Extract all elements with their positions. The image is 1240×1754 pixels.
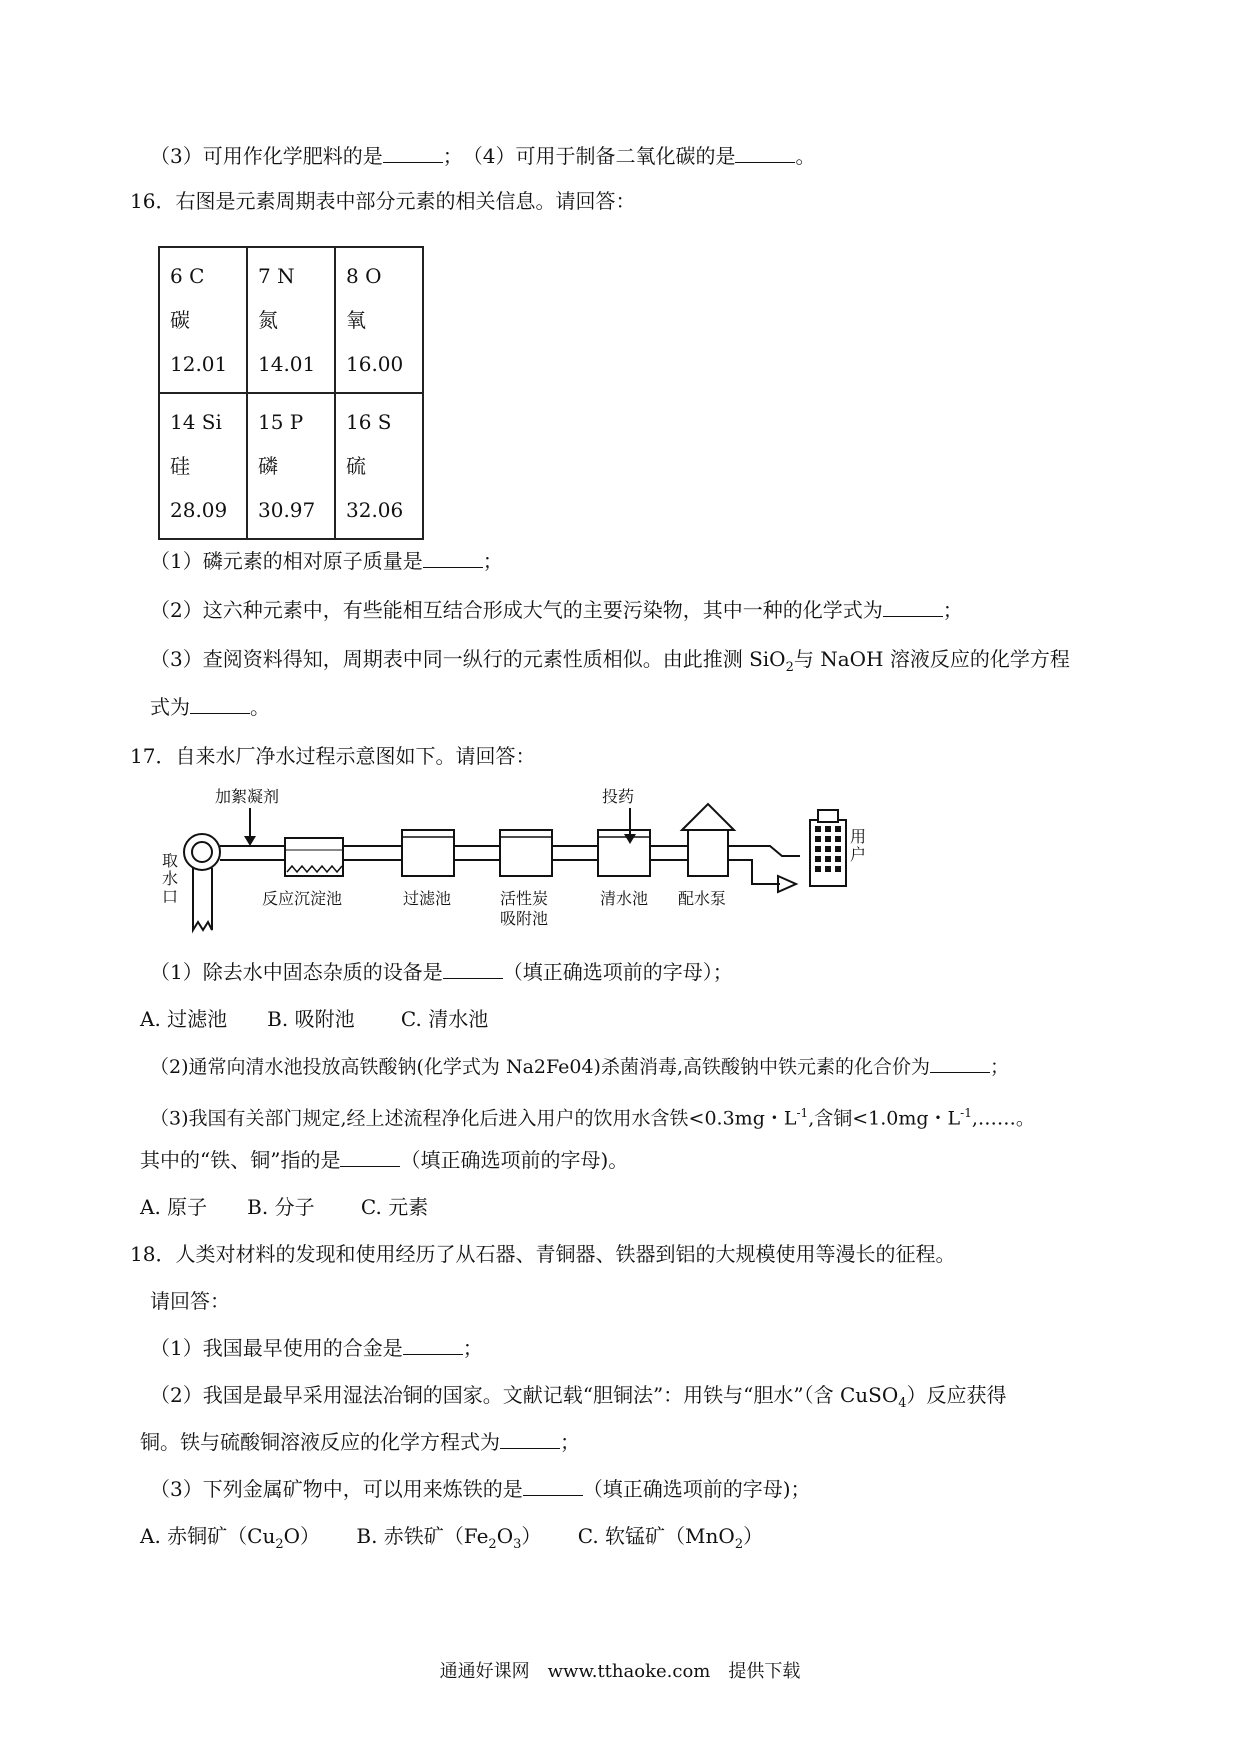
tank1-label: 反应沉淀池: [262, 889, 343, 908]
q15-part4: （4）可用于制备二氧化碳的是: [472, 144, 736, 168]
q18-intro2: 请回答：: [150, 1289, 230, 1313]
tank3-label-b: 吸附池: [500, 909, 549, 928]
option-a: A. 赤铜矿（Cu: [140, 1524, 276, 1548]
q17-opts1: A. 过滤池 B. 吸附池 C. 清水池: [140, 1007, 489, 1031]
answer-blank: [383, 142, 443, 163]
q18-options: A. 赤铜矿$(Cu_2O)$ B. 赤铁矿$(Fe_2O_3)$ C. 软锰矿（MnO$_2$）: [140, 1524, 764, 1552]
footer: 通通好课网 www.tthaoke.com 提供下载: [439, 1661, 801, 1682]
q17-p1: （1）除去水中固态杂质的设备是 （填正确选项前的字母）；: [150, 960, 733, 984]
element-cell: 7 N 氮 14.01: [247, 247, 335, 393]
q17-opts3: A. 原子 B. 分子 C. 元素: [140, 1195, 429, 1219]
intake-label-1: 取: [162, 851, 179, 870]
q16-p1: （1）磷元素的相对原子质量是 ；: [150, 549, 503, 573]
intake-label-2: 水: [162, 869, 179, 888]
q18-intro: 18．人类对材料的发现和使用经历了从石器、青铜器、铁器到铝的大规模使用等漫长的征程。: [130, 1242, 956, 1266]
pump-label: 配水泵: [678, 889, 727, 908]
coagulant-label: 加絮凝剂: [215, 787, 280, 806]
intake-pump-icon: [184, 834, 220, 870]
q17-intro: 17．自来水厂净水过程示意图如下。请回答：: [130, 744, 536, 768]
element-cell: 8 O 氧 16.00: [335, 247, 423, 393]
periodic-table: [158, 246, 424, 540]
q16-intro: 16．右图是元素周期表中部分元素的相关信息。请回答：: [130, 189, 636, 213]
users-label-1: 用: [850, 827, 867, 846]
q18-p1: （1）我国最早使用的合金是 ；: [150, 1336, 483, 1360]
q17-p3: （3)我国有关部门规定,经上述流程净化后进入用户的饮用水含铁<0.3mg・$L^{-1}$,含铜<1.0mg・$L^{-1},\dots\dots$。: [150, 1106, 1035, 1130]
q16-p2: （2）这六种元素中，有些能相互结合形成大气的主要污染物，其中一种的化学式为 ；: [150, 598, 963, 622]
tank2-label: 过滤池: [403, 889, 452, 908]
option-b: B. 赤铁矿（Fe: [356, 1524, 489, 1548]
element-cell: 16 S 硫 32.06: [335, 393, 423, 539]
element-cell: 15 P 磷 30.97: [247, 393, 335, 539]
q17-p3-cont: 其中的“铁、铜”指的是 （填正确选项前的字母)。: [140, 1148, 629, 1172]
q18-p3: （3）下列金属矿物中，可以用来炼铁的是 （填正确选项前的字母)；: [150, 1477, 811, 1501]
q15-part3: （3）可用作化学肥料的是: [150, 144, 383, 168]
tank4-label: 清水池: [600, 889, 649, 908]
dosing-label: 投药: [602, 787, 635, 806]
element-cell: 6 C 碳 12.01: [159, 247, 247, 393]
answer-blank: [735, 142, 795, 163]
users-label-2: 户: [850, 845, 867, 864]
q18-p2: （2）我国是最早采用湿法冶铜的国家。文献记载“胆铜法”：用铁与“胆水”（含 CuSO$_4$）反应获得: [150, 1383, 1007, 1411]
q17-p2: （2)通常向清水池投放高铁酸钠(化学式为 Na2Fe04)杀菌消毒,高铁酸钠中铁元素的化合价为 ；: [150, 1052, 1009, 1081]
building-icon: [810, 810, 846, 886]
element-cell: 14 Si 硅 28.09: [159, 393, 247, 539]
q16-p3: （3）查阅资料得知，周期表中同一纵行的元素性质相似。由此推测 SiO$_2$与 NaOH 溶液反应的化学方程: [150, 647, 1070, 675]
pump-house-icon: [682, 804, 734, 830]
tank3-label-a: 活性炭: [500, 889, 549, 908]
q15-line: （3）可用作化学肥料的是 ； （4）可用于制备二氧化碳的是 。: [150, 144, 816, 168]
intake-label-3: 口: [162, 887, 179, 906]
q16-p3-cont: 式为 。: [150, 695, 270, 719]
water-treatment-diagram: [150, 780, 930, 960]
q18-p2-cont: 铜。铁与硫酸铜溶液反应的化学方程式为 ；: [140, 1430, 580, 1454]
option-c: C. 软锰矿（MnO: [577, 1524, 735, 1548]
